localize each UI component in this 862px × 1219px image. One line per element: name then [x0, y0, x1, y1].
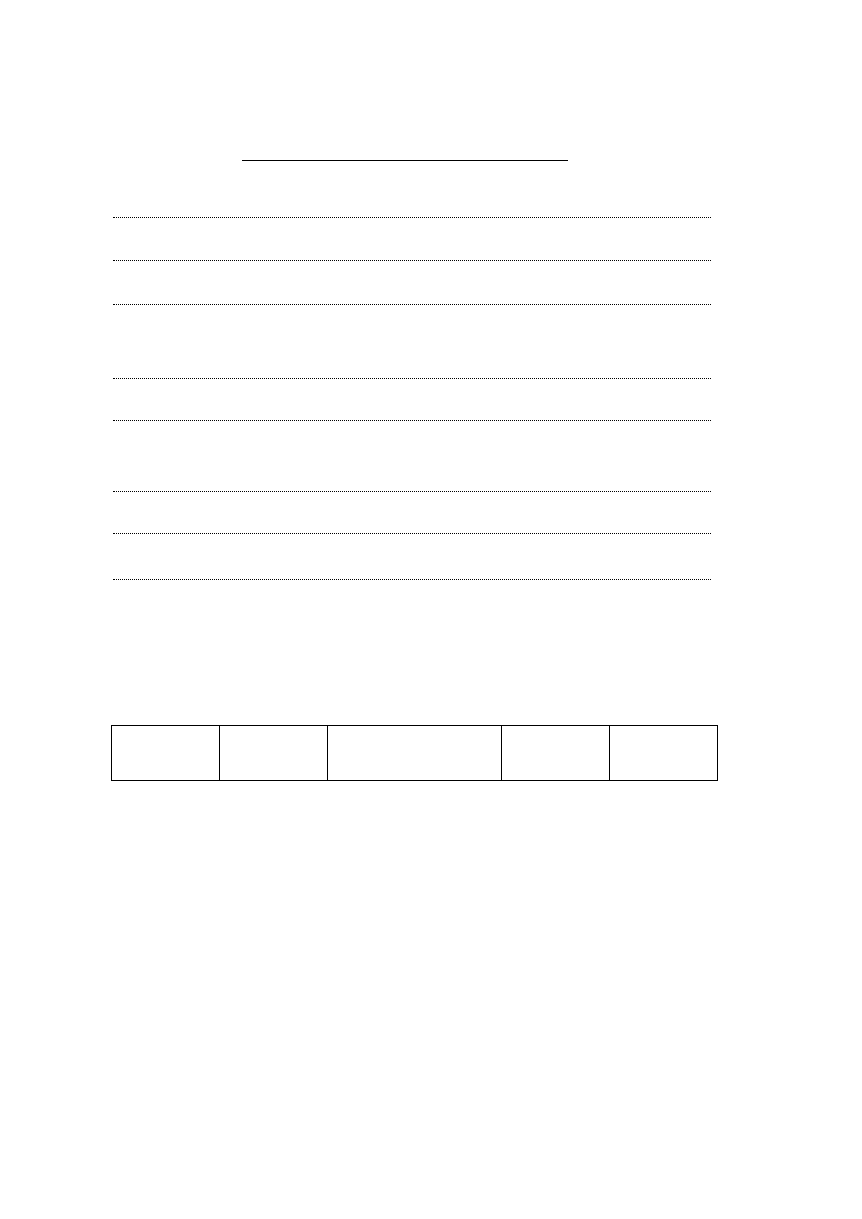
header-defect-description [328, 726, 502, 781]
service-protocol-table [111, 725, 718, 1034]
serial-dotted-line [113, 259, 711, 261]
buyer-address-dotted-line [113, 532, 711, 534]
header-received-protocol [112, 726, 220, 781]
model-dotted-line [113, 216, 711, 218]
serial-field [111, 248, 711, 264]
header-date-received [220, 726, 328, 781]
table-body [112, 781, 718, 1034]
model-field [111, 205, 711, 221]
buyer-company-field [111, 479, 711, 495]
warranty-period-dotted-line [113, 303, 711, 305]
header-signature [610, 726, 718, 781]
seller-company-dotted-line [113, 377, 711, 379]
title-underline [242, 160, 568, 161]
header-date-returned [502, 726, 610, 781]
buyer-address-field [111, 521, 711, 537]
date-stamp-field [111, 567, 711, 583]
seller-company-field [111, 366, 711, 382]
buyer-company-dotted-line [113, 490, 711, 492]
table-header-row [112, 726, 718, 781]
date-stamp-dotted-line [113, 578, 711, 580]
seller-address-dotted-line [113, 419, 711, 421]
seller-address-field [111, 408, 711, 424]
warranty-period-field [111, 292, 711, 308]
